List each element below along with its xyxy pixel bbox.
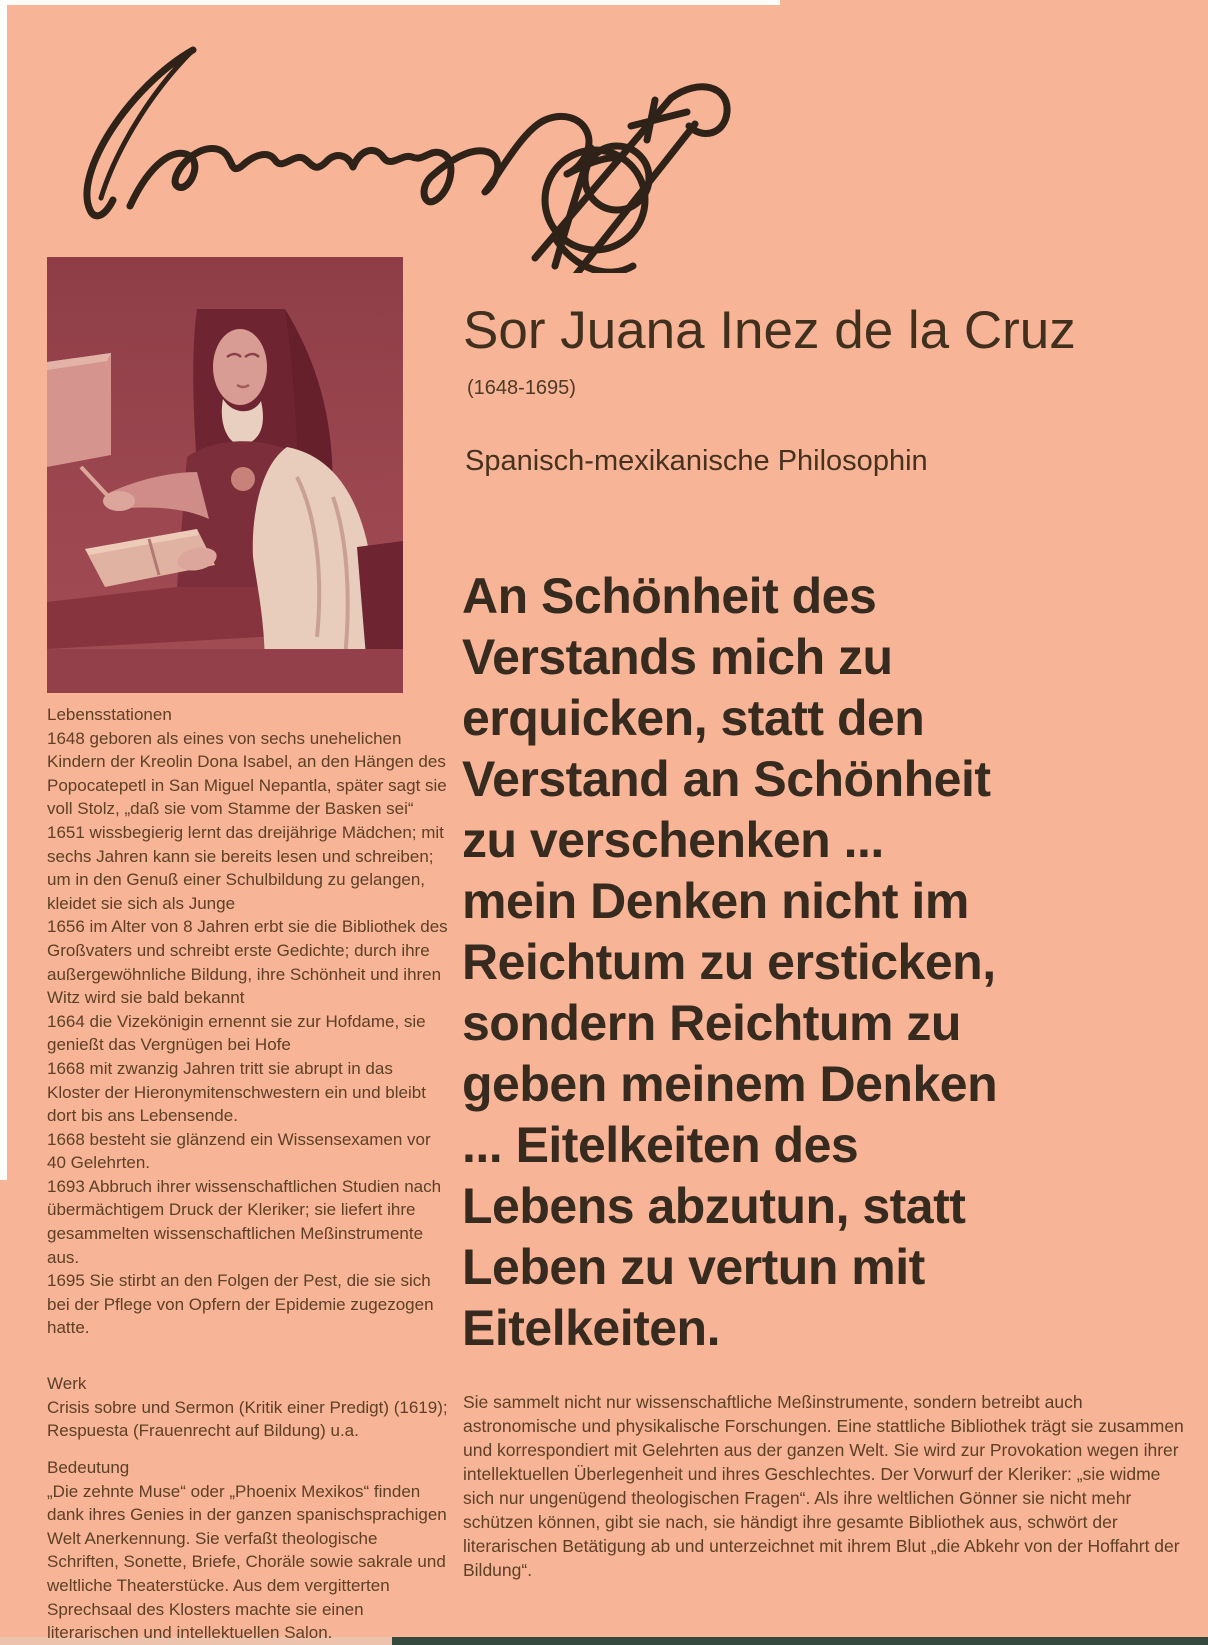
bio-entry: 1648 geboren als eines von sechs unehelichen Kindern der Kreolin Dona Isabel, an den Hängen des Popocatepetl in San Miguel Nepantla, später sagt sie voll Stolz, „daß sie vom Stamme der Basken sei“ (47, 728, 447, 819)
quote-line: Verstands mich zu (462, 629, 893, 685)
life-years: (1648-1695) (467, 377, 576, 399)
bio-entry: 1664 die Vizekönigin ernennt sie zur Hofdame, sie genießt das Vergnügen bei Hofe (47, 1011, 426, 1055)
quote-line: mein Denken nicht im (462, 873, 969, 929)
quote-line: zu verschenken ... (462, 812, 884, 868)
quote-line: An Schönheit des (462, 568, 877, 624)
scan-edge-left (0, 0, 7, 1180)
portrait-sor-juana (47, 257, 403, 693)
subtitle-role: Spanisch-mexikanische Philosophin (465, 445, 928, 477)
scan-edge-top (0, 0, 780, 5)
quote-line: erquicken, statt den (462, 690, 925, 746)
section-lebensstationen (47, 703, 449, 1340)
quote-line: Lebens abzutun, statt (462, 1178, 966, 1234)
quote-line: geben meinem Denken (462, 1056, 998, 1112)
section-heading: Bedeutung (47, 1458, 130, 1477)
section-heading: Werk (47, 1374, 87, 1393)
page-title: Sor Juana Inez de la Cruz (463, 301, 1076, 360)
signature-flourish-image (35, 28, 745, 273)
quote-line: Reichtum zu ersticken, (462, 934, 996, 990)
section-bedeutung (47, 1456, 449, 1645)
quote-line: sondern Reichtum zu (462, 995, 961, 1051)
bio-entry: 1651 wissbegierig lernt das dreijährige Mädchen; mit sechs Jahren kann sie bereits lesen und schreiben; um in den Genuß einer Schulbildung zu gelangen, kleidet sie sich als Junge (47, 822, 444, 913)
footer-paragraph: Sie sammelt nicht nur wissenschaftliche Meßinstrumente, sondern betreibt auch astronomische und physikalische Forschungen. Eine stattliche Bibliothek trägt sie zusammen und korrespondiert mit Gelehrten aus der ganzen Welt. Sie wird zur Provokation wegen ihrer intellektuellen Überlegenheit und ihres Geschlechtes. Der Vorwurf der Kleriker: „sie widme sich nur ungenügend theologischen Fragen“. Als ihre weltlichen Gönner sie nicht mehr schützen können, gibt sie nach, sie händigt ihre gesamte Bibliothek aus, schwört der literarischen Betätigung ab und unterzeichnet mit ihrem Blut „die Abkehr von der Hoffahrt der Bildung“. (463, 1392, 1184, 1580)
bedeutung-text: „Die zehnte Muse“ oder „Phoenix Mexikos“ finden dank ihres Genies in der ganzen spanischsprachigen Welt Anerkennung. Sie verfaßt theologische Schriften, Sonette, Briefe, Choräle sowie sakrale und weltliche Theaterstücke. Aus dem vergitterten Sprechsaal des Klosters machte sie einen literarischen und intellektuellen Salon. (47, 1481, 447, 1643)
main-quote (462, 566, 1102, 1359)
bio-entry: 1668 mit zwanzig Jahren tritt sie abrupt in das Kloster der Hieronymitenschwestern ein und bleibt dort bis ans Lebensende. (47, 1058, 426, 1126)
quote-line: Leben zu vertun mit (462, 1239, 925, 1295)
werk-text: Crisis sobre und Sermon (Kritik einer Predigt) (1619); Respuesta (Frauenrecht auf Bildung) u.a. (47, 1397, 448, 1441)
section-werk (47, 1372, 449, 1443)
bio-entry: 1695 Sie stirbt an den Folgen der Pest, die sie sich bei der Pflege von Opfern der Epidemie zugezogen hatte. (47, 1271, 434, 1338)
scan-edge-bottom-dark (392, 1637, 1208, 1645)
section-heading: Lebensstationen (47, 705, 172, 724)
quote-line: Eitelkeiten. (462, 1300, 720, 1356)
quote-line: ... Eitelkeiten des (462, 1117, 859, 1173)
bio-entry: 1693 Abbruch ihrer wissenschaftlichen Studien nach übermächtigem Druck der Kleriker; sie liefert ihre gesammelten wissenschaftlichen Meßinstrumente aus. (47, 1176, 442, 1267)
bio-entry: 1656 im Alter von 8 Jahren erbt sie die Bibliothek des Großvaters und schreibt erste Gedichte; durch ihre außergewöhnliche Bildung, ihre Schönheit und ihren Witz wird sie bald bekannt (47, 917, 448, 1008)
bio-entry: 1668 besteht sie glänzend ein Wissensexamen vor 40 Gelehrten. (47, 1129, 431, 1173)
quote-line: Verstand an Schönheit (462, 751, 991, 807)
